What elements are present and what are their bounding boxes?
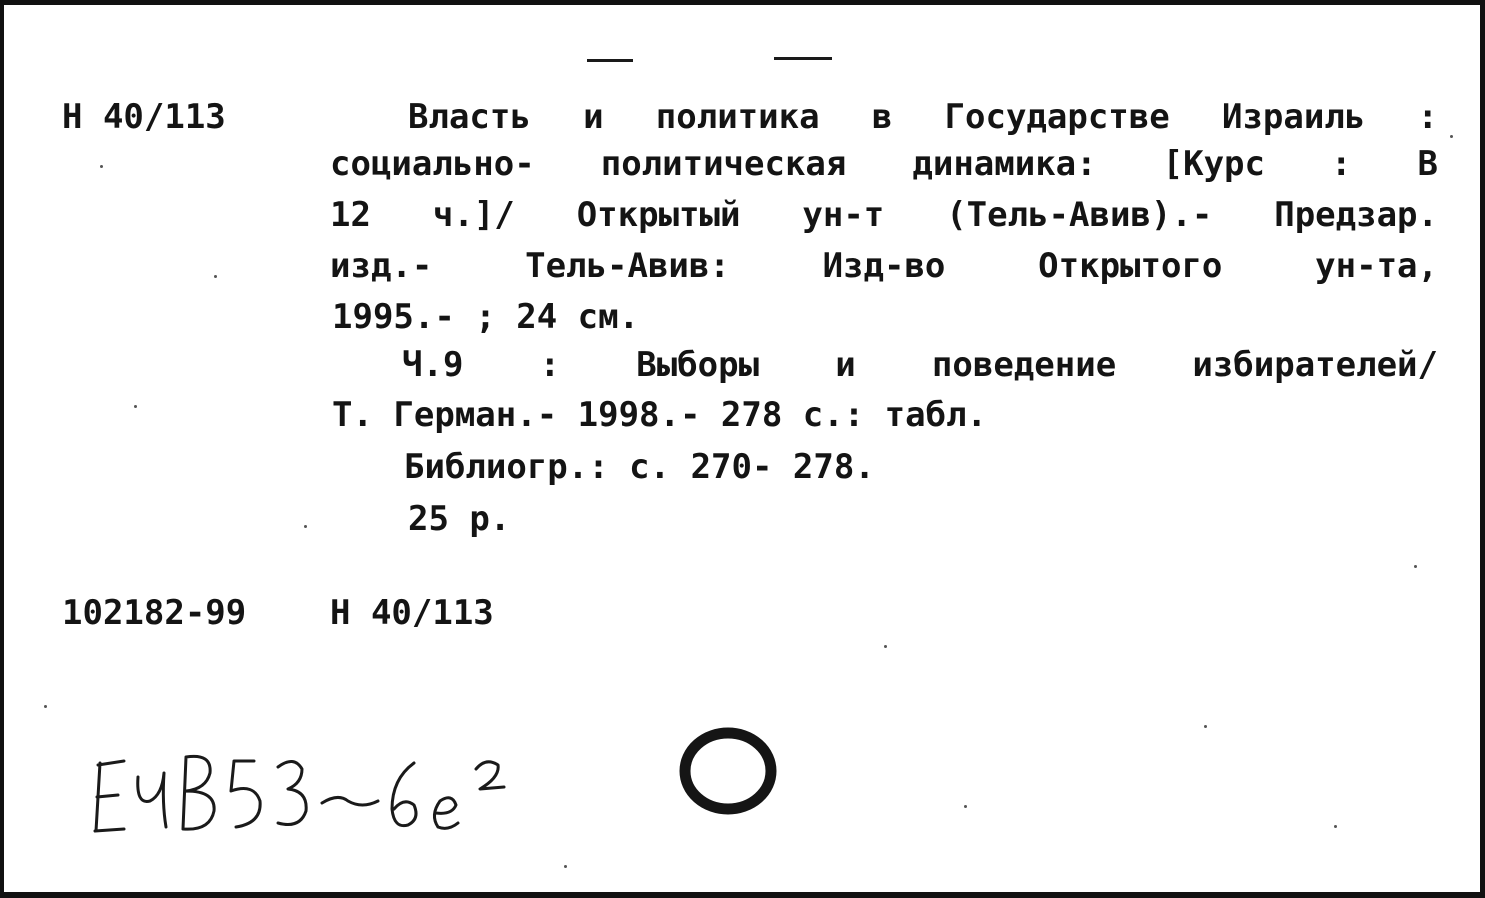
- speck: [564, 865, 567, 868]
- speck: [100, 165, 103, 168]
- accession-number: 102182-99: [62, 593, 247, 633]
- title-line-4: изд.- Тель-Авив: Изд-во Открытого ун-та,: [330, 246, 1438, 286]
- title-line-5: 1995.- ; 24 см.: [332, 297, 640, 337]
- divider-dash-left: [587, 59, 633, 62]
- part-line-1: Ч.9 : Выборы и поведение избирателей/: [402, 345, 1438, 385]
- speck: [1334, 825, 1337, 828]
- speck: [964, 805, 967, 808]
- speck: [44, 705, 47, 708]
- shelfmark: Н 40/113: [62, 97, 226, 137]
- bibliography-note: Библиогр.: с. 270- 278.: [404, 447, 875, 487]
- speck: [1450, 135, 1453, 138]
- title-line-3: 12 ч.]/ Открытый ун-т (Тель-Авив).- Предзар.: [330, 195, 1438, 235]
- title-line-2: социально- политическая динамика: [Курс : В: [330, 144, 1438, 184]
- speck: [214, 275, 217, 278]
- hole-stamp-icon: [672, 721, 784, 821]
- speck: [884, 645, 887, 648]
- speck: [134, 405, 137, 408]
- handwritten-code: [86, 743, 566, 843]
- accession-shelfmark: Н 40/113: [330, 593, 494, 633]
- title-line-1: Власть и политика в Государстве Израиль :: [408, 97, 1438, 137]
- part-line-2: Т. Герман.- 1998.- 278 с.: табл.: [332, 395, 988, 435]
- speck: [1204, 725, 1207, 728]
- speck: [1414, 565, 1417, 568]
- divider-dash-right: [774, 57, 832, 60]
- price: 25 р.: [408, 499, 511, 539]
- speck: [304, 525, 307, 528]
